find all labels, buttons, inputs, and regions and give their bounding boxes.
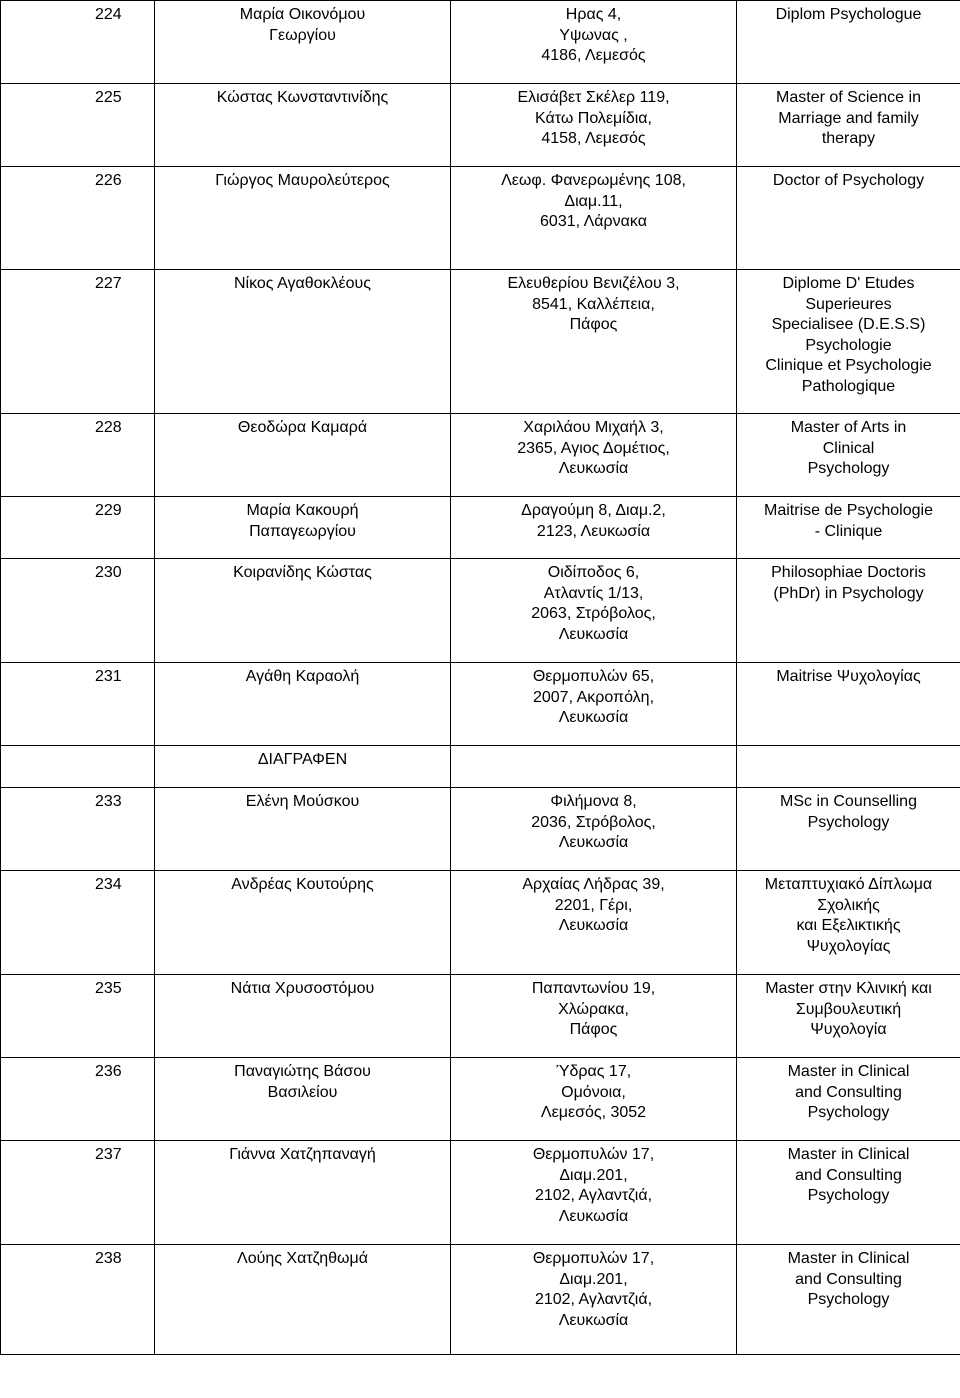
person-name bbox=[155, 663, 451, 746]
address-line: Ύδρας 17, bbox=[555, 1063, 632, 1080]
qualification bbox=[737, 497, 960, 559]
qualification-line: and Consulting bbox=[795, 1270, 902, 1288]
person-name bbox=[155, 746, 451, 788]
address-line: Ατλαντίς 1/13, bbox=[543, 584, 644, 602]
person-name bbox=[155, 1058, 451, 1141]
qualification-line: Psychology bbox=[807, 1291, 890, 1308]
table-row bbox=[1, 1141, 960, 1245]
entry-number: 228 bbox=[1, 414, 155, 497]
qualification-line: Diplome D' Etudes bbox=[782, 275, 915, 292]
address-line: Λευκωσία bbox=[558, 460, 629, 477]
qualification-line: Ψυχολογίας bbox=[806, 937, 891, 955]
address bbox=[451, 1058, 737, 1141]
qualification-line: Marriage and family bbox=[778, 109, 919, 127]
person-name bbox=[155, 270, 451, 414]
address bbox=[451, 167, 737, 270]
address-line: Οιδίποδος 6, bbox=[547, 564, 640, 581]
qualification bbox=[737, 975, 960, 1058]
address-line: Ελισάβετ Σκέλερ 119, bbox=[517, 89, 670, 106]
person-name bbox=[155, 559, 451, 663]
address-line: Λευκωσία bbox=[558, 1207, 629, 1225]
qualification bbox=[737, 414, 960, 497]
address-line: 2102, Αγλαντζιά, bbox=[534, 1187, 653, 1204]
address-line: Παπαντωνίου 19, bbox=[531, 980, 656, 997]
person-name-line: Μαρία Κακουρή bbox=[246, 502, 359, 519]
address-line: 2365, Αγιος Δομέτιος, bbox=[517, 439, 670, 457]
entry-number: 227 bbox=[1, 270, 155, 414]
entry-number: 237 bbox=[1, 1141, 155, 1245]
address-line: 2123, Λευκωσία bbox=[536, 522, 651, 540]
table-row bbox=[1, 497, 960, 559]
address-line: Υψωνας , bbox=[559, 26, 628, 44]
address-line: Λευκωσία bbox=[558, 834, 629, 851]
qualification-line: Diplom Psychologue bbox=[775, 6, 922, 23]
address-line: 2201, Γέρι, bbox=[554, 896, 633, 914]
person-name-line: Παπαγεωργίου bbox=[249, 522, 356, 540]
person-name-line: Νίκος Αγαθοκλέους bbox=[233, 275, 371, 292]
address bbox=[451, 746, 737, 788]
entry-number: 231 bbox=[1, 663, 155, 746]
address-line: Αρχαίας Λήδρας 39, bbox=[522, 876, 665, 893]
qualification bbox=[737, 1, 960, 84]
qualification bbox=[737, 1058, 960, 1141]
person-name-line: Γιώργος Μαυρολεύτερος bbox=[215, 172, 390, 189]
entry-number: 225 bbox=[1, 84, 155, 167]
qualification-line: Master στην Κλινική και bbox=[765, 980, 932, 997]
qualification-line: Philosophiae Doctoris bbox=[771, 564, 926, 581]
person-name-line: Παναγιώτης Βάσου bbox=[234, 1063, 371, 1080]
qualification-line: Clinical bbox=[822, 439, 875, 457]
address-line: 4186, Λεμεσός bbox=[541, 47, 646, 64]
person-name-line: Βασιλείου bbox=[267, 1083, 338, 1101]
qualification-line: Master of Arts in bbox=[790, 419, 907, 436]
table-row bbox=[1, 788, 960, 871]
table-row bbox=[1, 270, 960, 414]
table-row bbox=[1, 1245, 960, 1355]
person-name bbox=[155, 497, 451, 559]
qualification-line: (PhDr) in Psychology bbox=[773, 584, 924, 602]
person-name-line: Γεωργίου bbox=[269, 26, 336, 44]
address-line: Λευκωσία bbox=[558, 1311, 629, 1329]
entry-number: 233 bbox=[1, 788, 155, 871]
entry-number: 224 bbox=[1, 1, 155, 84]
address bbox=[451, 84, 737, 167]
address bbox=[451, 1141, 737, 1245]
person-name bbox=[155, 414, 451, 497]
person-name-line: Λούης Χατζηθωμά bbox=[237, 1250, 368, 1267]
table-row bbox=[1, 746, 960, 788]
address-line: Λεωφ. Φανερωμένης 108, bbox=[501, 172, 686, 189]
qualification-line: Psychology bbox=[807, 460, 890, 477]
person-name-line: Μαρία Οικονόμου bbox=[239, 6, 366, 23]
qualification-line: Specialisee (D.E.S.S) bbox=[771, 316, 926, 333]
address-line: Θερμοπυλών 65, bbox=[532, 668, 655, 685]
qualification-line: and Consulting bbox=[795, 1083, 902, 1101]
person-name bbox=[155, 84, 451, 167]
address-line: Λευκωσία bbox=[558, 709, 629, 726]
table-row bbox=[1, 871, 960, 975]
person-name-line: Κώστας Κωνσταντινίδης bbox=[216, 89, 389, 106]
address-line: 2102, Αγλαντζιά, bbox=[534, 1291, 653, 1308]
address-line: Διαμ.201, bbox=[559, 1166, 628, 1184]
address bbox=[451, 1245, 737, 1355]
qualification-line: Master in Clinical bbox=[787, 1250, 910, 1267]
qualification bbox=[737, 270, 960, 414]
address-line: Χαριλάου Μιχαήλ 3, bbox=[523, 419, 664, 436]
address-line: Φιλήμονα 8, bbox=[550, 793, 637, 810]
entry-number: 235 bbox=[1, 975, 155, 1058]
qualification-line: Doctor of Psychology bbox=[772, 172, 925, 189]
address bbox=[451, 270, 737, 414]
address-line: 4158, Λεμεσός bbox=[541, 130, 646, 147]
address-line: 2063, Στρόβολος, bbox=[531, 605, 656, 622]
address-line: Ηρας 4, bbox=[565, 6, 622, 23]
qualification-line: Master in Clinical bbox=[787, 1063, 910, 1080]
qualification bbox=[737, 1141, 960, 1245]
table-row bbox=[1, 1, 960, 84]
address-line: 8541, Καλλέπεια, bbox=[532, 295, 655, 313]
entry-number: 238 bbox=[1, 1245, 155, 1355]
address-line: Λευκωσία bbox=[558, 625, 629, 643]
person-name bbox=[155, 1, 451, 84]
entry-number: 236 bbox=[1, 1058, 155, 1141]
entry-number: 230 bbox=[1, 559, 155, 663]
qualification bbox=[737, 871, 960, 975]
qualification-line: Σχολικής bbox=[817, 896, 880, 914]
deleted-note: ΔΙΑΓΡΑΦΕΝ bbox=[257, 751, 348, 768]
address-line: Ομόνοια, bbox=[561, 1083, 626, 1101]
address-line: Λεμεσός, 3052 bbox=[540, 1104, 647, 1121]
qualification-line: Μεταπτυχιακό Δίπλωμα bbox=[764, 876, 933, 893]
qualification-line: Superieures bbox=[805, 295, 892, 313]
address-line: 2007, Ακροπόλη, bbox=[532, 688, 655, 706]
person-name-line: Κοιρανίδης Κώστας bbox=[233, 564, 372, 581]
registry-table-body bbox=[1, 1, 960, 1355]
address bbox=[451, 788, 737, 871]
address-line: Λευκωσία bbox=[558, 917, 629, 934]
qualification-line: MSc in Counselling bbox=[780, 793, 917, 810]
address-line: Πάφος bbox=[569, 1021, 618, 1038]
address bbox=[451, 663, 737, 746]
qualification bbox=[737, 559, 960, 663]
address-line: Ελευθερίου Βενιζέλου 3, bbox=[507, 275, 680, 292]
qualification-line: - Clinique bbox=[814, 522, 883, 540]
person-name-line: Θεοδώρα Καμαρά bbox=[237, 419, 368, 436]
table-row bbox=[1, 663, 960, 746]
qualification-line: Psychologie bbox=[805, 336, 892, 354]
qualification bbox=[737, 663, 960, 746]
entry-number bbox=[1, 746, 155, 788]
qualification bbox=[737, 167, 960, 270]
person-name bbox=[155, 788, 451, 871]
address bbox=[451, 1, 737, 84]
table-row bbox=[1, 84, 960, 167]
table-row bbox=[1, 1058, 960, 1141]
address-line: 2036, Στρόβολος, bbox=[531, 813, 656, 831]
address-line: Πάφος bbox=[569, 316, 618, 333]
qualification-line: Master in Clinical bbox=[787, 1146, 910, 1163]
address-line: 6031, Λάρνακα bbox=[540, 213, 647, 230]
person-name bbox=[155, 871, 451, 975]
address-line: Διαμ.201, bbox=[559, 1270, 628, 1288]
qualification bbox=[737, 84, 960, 167]
person-name bbox=[155, 167, 451, 270]
table-row bbox=[1, 414, 960, 497]
address-line: Χλώρακα, bbox=[558, 1000, 629, 1018]
qualification-line: Ψυχολογία bbox=[810, 1021, 887, 1038]
address-line: Διαμ.11, bbox=[564, 192, 623, 210]
qualification-line: Pathologique bbox=[801, 377, 896, 395]
address bbox=[451, 975, 737, 1058]
address-line: Θερμοπυλών 17, bbox=[532, 1146, 655, 1163]
address-line: Θερμοπυλών 17, bbox=[532, 1250, 655, 1267]
qualification-line: Master of Science in bbox=[776, 89, 921, 106]
qualification bbox=[737, 746, 960, 788]
address-line: Κάτω Πολεμίδια, bbox=[535, 109, 652, 127]
qualification-line: Psychology bbox=[807, 1187, 890, 1204]
qualification-line: Maitrise Ψυχολογίας bbox=[776, 668, 921, 685]
table-row bbox=[1, 975, 960, 1058]
qualification bbox=[737, 1245, 960, 1355]
qualification-line: therapy bbox=[821, 130, 876, 147]
entry-number: 226 bbox=[1, 167, 155, 270]
person-name-line: Γιάννα Χατζηπαναγή bbox=[229, 1146, 376, 1163]
address bbox=[451, 414, 737, 497]
qualification-line: και Εξελικτικής bbox=[796, 917, 901, 934]
person-name-line: Νάτια Χρυσοστόμου bbox=[230, 980, 375, 997]
person-name bbox=[155, 1245, 451, 1355]
person-name-line: Ανδρέας Κουτούρης bbox=[231, 876, 374, 893]
qualification-line: Psychology bbox=[807, 813, 890, 831]
address bbox=[451, 497, 737, 559]
qualification-line: Maitrise de Psychologie bbox=[764, 502, 933, 519]
address bbox=[451, 559, 737, 663]
qualification bbox=[737, 788, 960, 871]
entry-number: 229 bbox=[1, 497, 155, 559]
person-name bbox=[155, 975, 451, 1058]
qualification-line: Clinique et Psychologie bbox=[765, 357, 932, 374]
qualification-line: Psychology bbox=[807, 1104, 890, 1121]
table-row bbox=[1, 559, 960, 663]
qualification-line: Συμβουλευτική bbox=[795, 1000, 902, 1018]
address bbox=[451, 871, 737, 975]
entry-number: 234 bbox=[1, 871, 155, 975]
address-line: Δραγούμη 8, Διαμ.2, bbox=[521, 502, 666, 519]
person-name bbox=[155, 1141, 451, 1245]
person-name-line: Αγάθη Καραολή bbox=[245, 668, 360, 685]
qualification-line: and Consulting bbox=[795, 1166, 902, 1184]
table-row bbox=[1, 167, 960, 270]
person-name-line: Ελένη Μούσκου bbox=[245, 793, 360, 810]
